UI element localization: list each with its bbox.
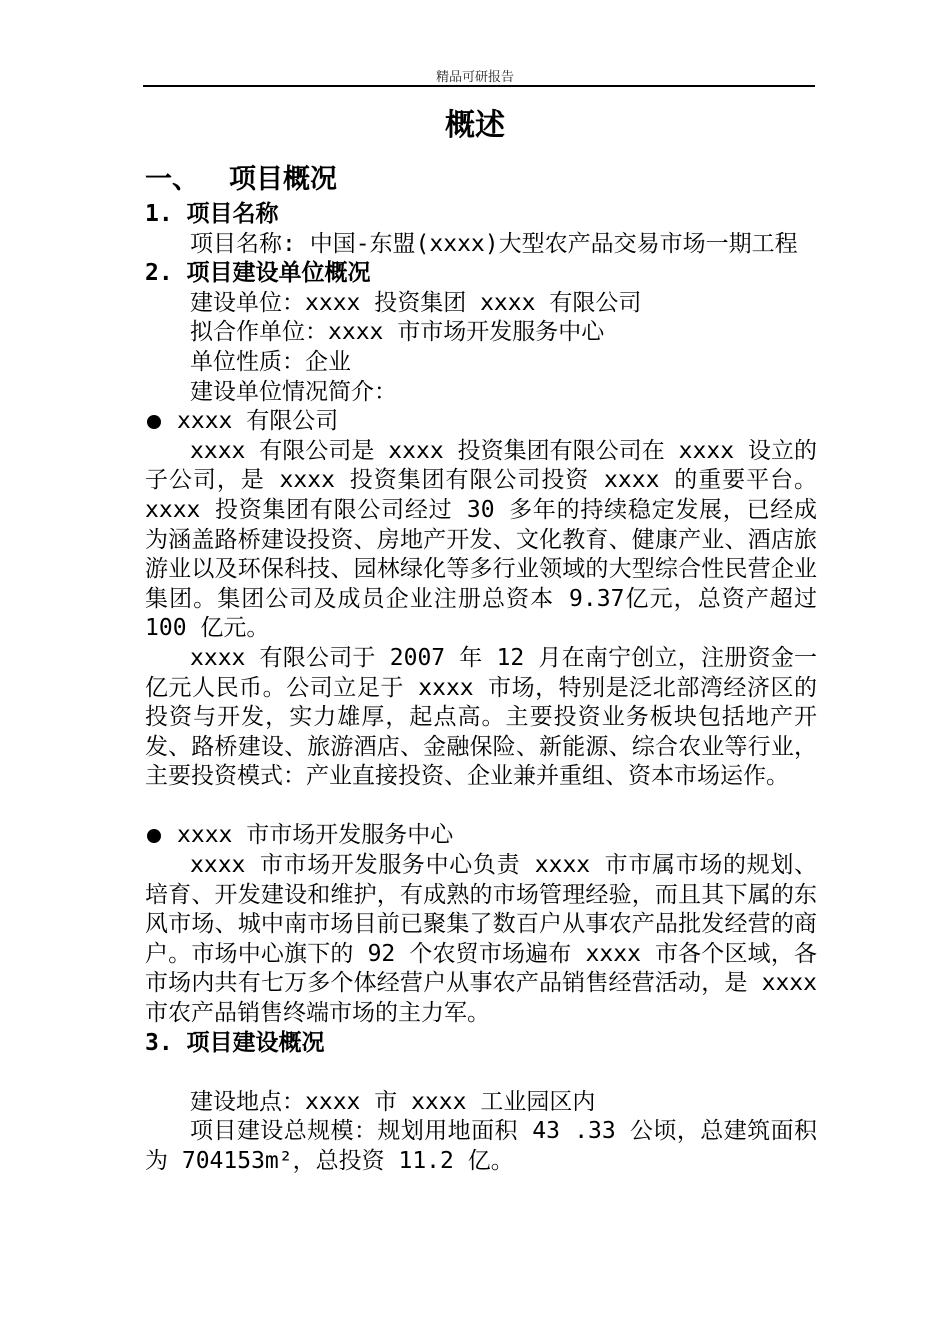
running-header: 精品可研报告	[435, 70, 514, 85]
section-number: 一、	[145, 164, 199, 195]
bullet-icon	[147, 415, 161, 429]
scale-line: 项目建设总规模：规划用地面积 43 .33 公顷，总建筑面积为 704153m²，总投资 11.2 亿。	[145, 1118, 817, 1174]
subsection-heading-builder: 2. 项目建设单位概况	[145, 260, 371, 287]
bullet-item	[145, 821, 817, 851]
section-title: 项目概况	[229, 164, 337, 195]
partner-line: 拟合作单位：xxxx 市市场开发服务中心	[190, 319, 605, 346]
paragraph: xxxx 有限公司是 xxxx 投资集团有限公司在 xxxx 设立的子公司，是 xxxx 投资集团有限公司投资 xxxx 的重要平台。xxxx 投资集团有限公司经过 30 多年的持续稳定发展，已经成为涵盖路桥建设投资、房地产开发、文化教育、健康产业、酒店旅游业以及环保科技、园林绿化等多行业领域的大型综合性民营企业集团。集团公司及成员企业注册总资本 9.37亿元，总资产超过 100 亿元。	[145, 437, 817, 642]
bullet-text: xxxx 有限公司	[177, 408, 339, 435]
bullet-icon	[147, 829, 161, 843]
builder-line: 建设单位：xxxx 投资集团 xxxx 有限公司	[190, 289, 642, 316]
nature-line: 单位性质：企业	[190, 348, 351, 375]
subsection-heading-construction: 3. 项目建设概况	[145, 1029, 325, 1056]
subsection-heading-name: 1. 项目名称	[145, 201, 279, 227]
paragraph: xxxx 市市场开发服务中心负责 xxxx 市市属市场的规划、培育、开发建设和维护，有成熟的市场管理经验，而且其下属的东风市场、城中南市场目前已聚集了数百户从事农产品批发经营的商户。市场中心旗下的 92 个农贸市场遍布 xxxx 市各个区域，各市场内共有七万多个体经营户从事农产品销售经营活动，是 xxxx 市农产品销售终端市场的主力军。	[145, 852, 817, 1027]
bullet-item	[145, 407, 817, 437]
location-line: 建设地点：xxxx 市 xxxx 工业园区内	[190, 1088, 596, 1115]
project-name-line: 项目名称: 中国-东盟(xxxx)大型农产品交易市场一期工程	[190, 230, 798, 257]
document-body	[145, 160, 817, 1177]
header-divider	[143, 85, 815, 87]
section-heading	[145, 160, 817, 200]
paragraph: xxxx 有限公司于 2007 年 12 月在南宁创立，注册资金一亿元人民币。公司立足于 xxxx 市场，特别是泛北部湾经济区的投资与开发，实力雄厚，起点高。主要投资业务板块包括地产开发、路桥建设、旅游酒店、金融保险、新能源、综合农业等行业，主要投资模式：产业直接投资、企业兼并重组、资本市场运作。	[145, 644, 817, 790]
page-title: 概述	[445, 108, 505, 143]
intro-line: 建设单位情况简介：	[190, 378, 397, 405]
bullet-text: xxxx 市市场开发服务中心	[177, 822, 454, 849]
